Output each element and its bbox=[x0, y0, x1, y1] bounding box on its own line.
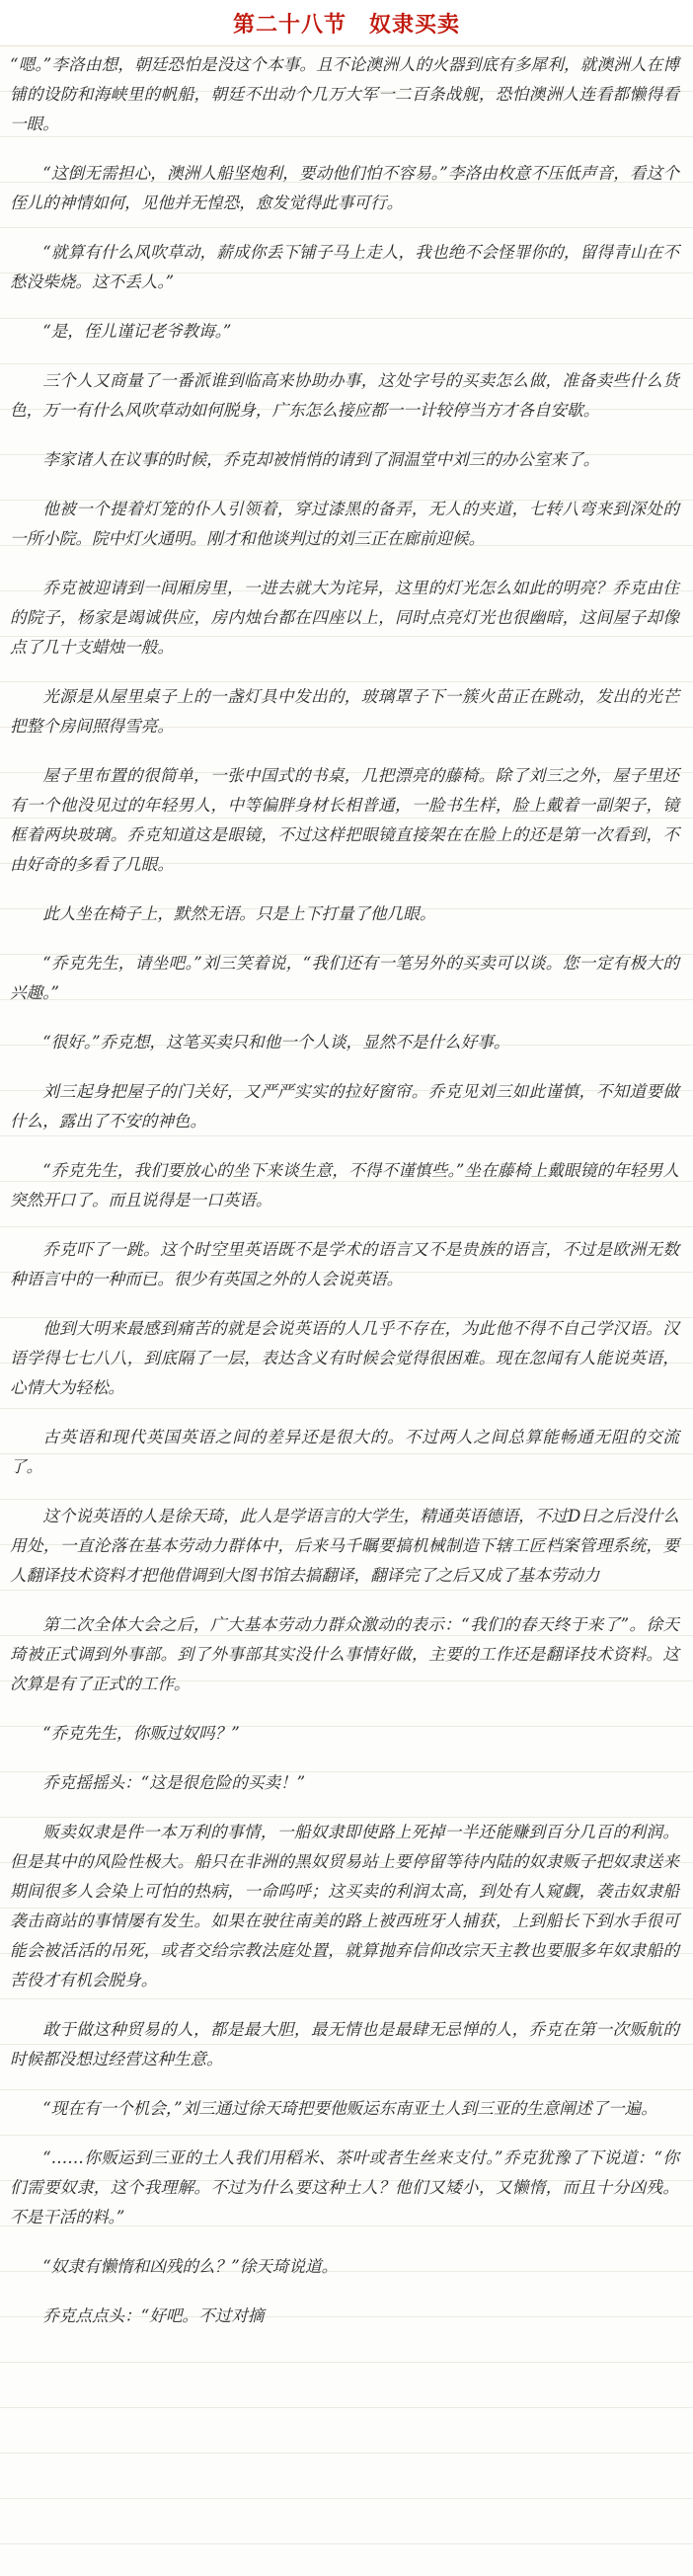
paragraph: 这个说英语的人是徐天琦，此人是学语言的大学生，精通英语德语，不过D日之后没什么用处，一直沦落在基本劳动力群体中，后来马千瞩要搞机械制造下辖工匠档案管理系统，要人翻译技术资料才把他借调到大图书馆去搞翻译，翻译完了之后又成了基本劳动力 bbox=[10, 1507, 679, 1585]
paragraph: 李家诸人在议事的时候，乔克却被悄悄的请到了洞温堂中刘三的办公室来了。 bbox=[42, 450, 600, 469]
paragraph: “……你贩运到三亚的土人我们用稻米、茶叶或者生丝来支付。”乔克犹豫了下说道：“你们需要奴隶，这个我理解。不过为什么要这种土人？他们又矮小，又懒惰，而且十分凶残。不是干活的料。” bbox=[10, 2148, 679, 2226]
paragraph: 三个人又商量了一番派谁到临高来协助办事，这处字号的买卖怎么做，准备卖些什么货色，万一有什么风吹草动如何脱身，广东怎么接应都一一计较停当方才各自安歇。 bbox=[10, 371, 679, 420]
paragraph: 他被一个提着灯笼的仆人引领着，穿过漆黑的备弄，无人的夹道，七转八弯来到深处的一所小院。院中灯火通明。刚才和他谈判过的刘三正在廊前迎候。 bbox=[10, 500, 679, 548]
paragraph: 古英语和现代英国英语之间的差异还是很大的。不过两人之间总算能畅通无阻的交流了。 bbox=[10, 1428, 679, 1476]
paragraph: 屋子里布置的很简单，一张中国式的书桌，几把漂亮的藤椅。除了刘三之外，屋子里还有一个他没见过的年轻男人，中等偏胖身材长相普通，一脸书生样，脸上戴着一副架子，镜框着两块玻璃。乔克知道这是眼镜，不过这样把眼镜直接架在在脸上的还是第一次看到，不由好奇的多看了几眼。 bbox=[10, 766, 679, 874]
paragraph: “乔克先生，请坐吧。”刘三笑着说，“我们还有一笔另外的买卖可以谈。您一定有极大的兴趣。” bbox=[10, 954, 679, 1002]
paragraph: “现在有一个机会，”刘三通过徐天琦把要他贩运东南亚土人到三亚的生意阐述了一遍。 bbox=[42, 2099, 657, 2118]
paragraph: “乔克先生，我们要放心的坐下来谈生意，不得不谨慎些。”坐在藤椅上戴眼镜的年轻男人突然开口了。而且说得是一口英语。 bbox=[10, 1161, 679, 1210]
paragraph: 敢于做这种贸易的人，都是最大胆，最无情也是最肆无忌惮的人，乔克在第一次贩航的时候都没想过经营这种生意。 bbox=[10, 2020, 679, 2069]
paragraph: “嗯。”李洛由想，朝廷恐怕是没这个本事。且不论澳洲人的火器到底有多犀利，就澳洲人在博铺的设防和海峡里的帆船，朝廷不出动个几万大军一二百条战舰，恐怕澳洲人连看都懒得看一眼。 bbox=[10, 55, 679, 133]
paragraph: 第二次全体大会之后，广大基本劳动力群众激动的表示：“我们的春天终于来了”。徐天琦被正式调到外事部。到了外事部其实没什么事情好做，主要的工作还是翻译技术资料。这次算是有了正式的工作。 bbox=[10, 1615, 679, 1693]
paragraph: “就算有什么风吹草动，薪成你丢下铺子马上走人，我也绝不会怪罪你的，留得青山在不愁没柴烧。这不丢人。” bbox=[10, 243, 679, 291]
article-text bbox=[0, 46, 693, 2331]
paragraph: 贩卖奴隶是件一本万利的事情，一船奴隶即使路上死掉一半还能赚到百分几百的利润。但是其中的风险性极大。船只在非洲的黑奴贸易站上要停留等待内陆的奴隶贩子把奴隶送来期间很多人会染上可怕的热病，一命呜呼；这买卖的利润太高，到处有人窥觑，袭击奴隶船袭击商站的事情屡有发生。如果在驶往南美的路上被西班牙人捕获，上到船长下到水手很可能会被活活的吊死，或者交给宗教法庭处置，就算抛弃信仰改宗天主教也要服多年奴隶船的苦役才有机会脱身。 bbox=[10, 1823, 679, 1990]
paragraph: 乔克吓了一跳。这个时空里英语既不是学术的语言又不是贵族的语言，不过是欧洲无数种语言中的一种而已。很少有英国之外的人会说英语。 bbox=[10, 1240, 679, 1288]
paragraph: “很好。”乔克想，这笔买卖只和他一个人谈，显然不是什么好事。 bbox=[42, 1033, 510, 1052]
paragraph: 光源是从屋里桌子上的一盏灯具中发出的，玻璃罩子下一簇火苗正在跳动，发出的光芒把整个房间照得雪亮。 bbox=[10, 687, 679, 736]
paragraph: “是，侄儿谨记老爷教诲。” bbox=[42, 322, 232, 341]
page-body bbox=[0, 46, 693, 2576]
paragraph: 乔克被迎请到一间厢房里，一进去就大为诧异，这里的灯光怎么如此的明亮？乔克由住的院子，杨家是竭诚供应，房内烛台都在四座以上，同时点亮灯光也很幽暗，这间屋子却像点了几十支蜡烛一般。 bbox=[10, 579, 679, 657]
chapter-title: 第二十八节 奴隶买卖 bbox=[232, 12, 460, 38]
paragraph: “乔克先生，你贩过奴吗？” bbox=[42, 1724, 240, 1743]
paragraph: 此人坐在椅子上，默然无语。只是上下打量了他几眼。 bbox=[42, 904, 436, 923]
paragraph: 刘三起身把屋子的门关好，又严严实实的拉好窗帘。乔克见刘三如此谨慎，不知道要做什么，露出了不安的神色。 bbox=[10, 1082, 679, 1131]
paragraph: “这倒无需担心，澳洲人船坚炮利，要动他们怕不容易。”李洛由枚意不压低声音，看这个侄儿的神情如何，见他并无惶恐，愈发觉得此事可行。 bbox=[10, 164, 679, 212]
paragraph: “奴隶有懒惰和凶残的么？”徐天琦说道。 bbox=[42, 2257, 339, 2276]
chapter-header bbox=[0, 0, 693, 46]
paragraph: 他到大明来最感到痛苦的就是会说英语的人几乎不存在，为此他不得不自己学汉语。汉语学得七七八八，到底隔了一层，表达含义有时候会觉得很困难。现在忽闻有人能说英语，心情大为轻松。 bbox=[10, 1319, 679, 1397]
paragraph: 乔克点点头：“好吧。不过对摘 bbox=[42, 2306, 265, 2325]
paragraph: 乔克摇摇头：“这是很危险的买卖！” bbox=[42, 1773, 306, 1792]
